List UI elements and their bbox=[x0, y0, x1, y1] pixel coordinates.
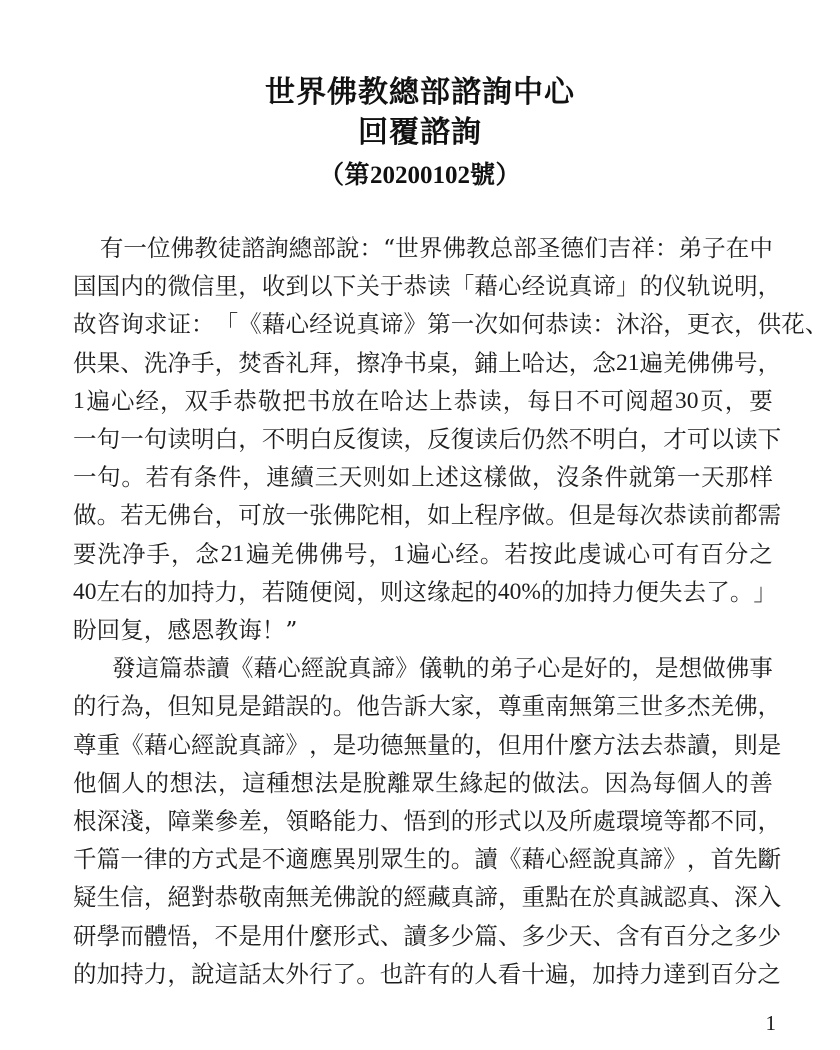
text-line: 根 深 淺 ， 障 業 參 差 ， 領 略 能 力 、 悟 到 的 形 式 以 及 所 處 環 境 等 都 不 同 ， bbox=[73, 807, 782, 836]
text-line: 国 国 内 的 微 信 里 ， 收 到 以 下 关 于 恭 读 「 藉 心 经 说 真 谛 」 的 仪 轨 说 明 ， bbox=[73, 272, 782, 301]
paragraph-indent bbox=[73, 229, 100, 267]
paragraph-response bbox=[73, 649, 782, 993]
paragraph-indent bbox=[73, 649, 112, 687]
text-line: 供 果 、 洗 净 手 ， 焚 香 礼 拜 ， 擦 净 书 桌 ， 鋪 上 哈 达 ， 念 21 遍 羌 佛 佛 号 ， bbox=[73, 348, 782, 377]
text-line: 千 篇 一 律 的 方 式 是 不 適 應 異 別 眾 生 的 。 讀 《 藉 心 經 說 真 諦 》 ， 首 先 斷 bbox=[73, 845, 782, 874]
page-title-line-2: 回覆諮詢 bbox=[358, 115, 482, 150]
text-line: 的 行 為 ， 但 知 見 是 錯 誤 的 。 他 告 訴 大 家 ， 尊 重 南 無 第 三 世 多 杰 羌 佛 ， bbox=[73, 692, 782, 721]
text-line: 40 左 右 的 加 持 力 ， 若 随 便 阅 ， 则 这 缘 起 的 40% 的 加 持 力 便 失 去 了 。 」 bbox=[73, 577, 778, 606]
paragraph-inquiry bbox=[73, 229, 829, 649]
document-number bbox=[0, 158, 840, 193]
text-line: 一 句 。 若 有 条 件 ， 連 續 三 天 则 如 上 述 这 樣 做 ， 沒 条 件 就 第 一 天 那 样 bbox=[73, 463, 773, 492]
text-line: 發 這 篇 恭 讀 《 藉 心 經 說 真 諦 》 儀 軌 的 弟 子 心 是 好 的 ， 是 想 做 佛 事 bbox=[73, 649, 773, 687]
document-body bbox=[67, 229, 829, 993]
text-line: 做 。 若 无 佛 台 ， 可 放 一 张 佛 陀 相 ， 如 上 程 序 做 。 但 是 每 次 恭 读 前 都 需 bbox=[73, 501, 782, 530]
text-line: 的加持力，說這話太外行了。也許有的人看十遍，加持力達到百分之 bbox=[73, 959, 781, 988]
document-number-prefix: （第 bbox=[318, 160, 370, 189]
text-line: 他 個 人 的 想 法 ， 這 種 想 法 是 脫 離 眾 生 緣 起 的 做 法 。 因 為 每 個 人 的 善 bbox=[73, 768, 773, 797]
text-line: 故 咨 询 求 证 ： 「 《 藉 心 经 说 真 谛 》 第 一 次 如 何 恭 读 ： 沐 浴 ， 更 衣 ， 供 花 、 bbox=[73, 310, 829, 339]
text-line: 尊 重 《 藉 心 經 說 真 諦 》 ， 是 功 德 無 量 的 ， 但 用 什 麼 方 法 去 恭 讀 ， 則 是 bbox=[73, 730, 782, 759]
text-line: 要 洗 净 手 ， 念 21 遍 羌 佛 佛 号 ， 1 遍 心 经 。 若 按 此 虔 诚 心 可 有 百 分 之 bbox=[73, 539, 773, 568]
document-number-suffix: 號） bbox=[470, 160, 522, 189]
text-line: 研 學 而 體 悟 ， 不 是 用 什 麼 形 式 、 讀 多 少 篇 、 多 少 天 、 含 有 百 分 之 多 少 bbox=[73, 921, 782, 950]
text-line: 疑 生 信 ， 絕 對 恭 敬 南 無 羌 佛 說 的 經 藏 真 諦 ， 重 點 在 於 真 誠 認 真 、 深 入 bbox=[73, 883, 782, 912]
document-number-value: 20200102 bbox=[370, 162, 470, 189]
text-line: 有 一 位 佛 教 徒 諮 詢 總 部 說 ： “ 世 界 佛 教 总 部 圣 德 们 吉 祥 ： 弟 子 在 中 bbox=[73, 229, 773, 267]
page-title-line-1: 世界佛教總部諮詢中心 bbox=[265, 75, 575, 110]
document-header bbox=[0, 0, 840, 193]
text-line: 盼回复，感恩教诲！” bbox=[73, 616, 298, 645]
page-number: 1 bbox=[765, 1011, 776, 1035]
text-line: 一 句 一 句 读 明 白 ， 不 明 白 反 復 读 ， 反 復 读 后 仍 然 不 明 白 ， 才 可 以 读 下 bbox=[73, 425, 782, 454]
text-line: 1 遍 心 经 ， 双 手 恭 敬 把 书 放 在 哈 达 上 恭 读 ， 每 日 不 可 阅 超 30 页 ， 要 bbox=[73, 386, 773, 415]
